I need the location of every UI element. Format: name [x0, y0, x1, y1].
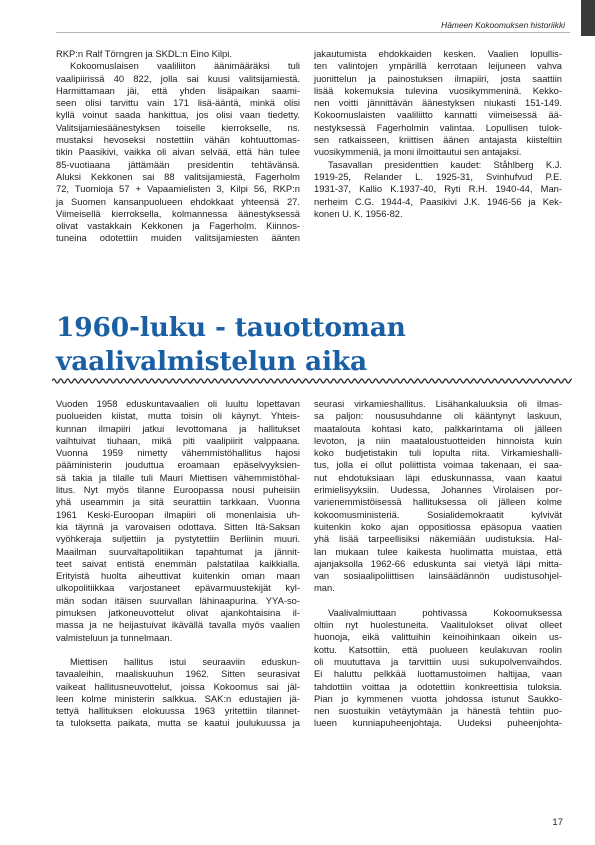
- text-line: Kokoomuslaisten vaaliliitto kannatti viimeisessä ää-: [314, 109, 562, 121]
- text-line: tuneina odotettiin muiden valitsijamiesten äänten: [56, 232, 300, 244]
- text-line: Vuonna 1959 nimetty vähemmistöhallitus hajosi: [56, 447, 300, 459]
- text-line: Viimeisellä kierroksella, kolmannessa äänestyksessä: [56, 207, 300, 219]
- paragraph: [56, 656, 300, 668]
- text-line: konen U. K. 1956-82.: [314, 207, 403, 219]
- text-line: nen voitti jännittävän äänestyksen niukasti 151-149.: [314, 97, 562, 109]
- text-line: Tasavallan presidenttien kaudet: Ståhlberg K.J.: [328, 158, 562, 170]
- text-line: 1919-25, Relander L. 1925-31, Svinhufvud P.E.: [314, 170, 562, 182]
- text-line: tettyä hallituksen elokuussa 1963 yritettiin tilannet-: [56, 705, 300, 717]
- text-line: 1931-37, Kallio K.1937-40, Ryti R.H. 1940-44, Man-: [314, 183, 562, 195]
- text-line: huonoja, eikä valittuihin keinoihinkaan oikein us-: [314, 631, 562, 643]
- paragraph: [56, 73, 300, 245]
- text-line: tikin Paasikivi, vaikka oli aivan selvää, että hän tulee: [56, 146, 300, 158]
- text-line: mustaksi hevoseksi nostettiin vähän kohtuuttomas-: [56, 134, 300, 146]
- paragraph: [56, 668, 300, 729]
- text-line: erimielisyyksiin. Uudessa, Johannes Virolaisen por-: [314, 484, 562, 496]
- text-line: ajanjaksolla 1962-66 eduskunta sai vietyä läpi mitta-: [314, 557, 562, 569]
- text-line: koko budjetistakin tuli lopulta riita. Virkamieshalli-: [314, 447, 562, 459]
- paragraph: [314, 607, 562, 619]
- text-line: sen ratkaisseen, kriittisen äänen antajasta kiisteltiin: [314, 134, 562, 146]
- text-line: kokoomusministeriä. Sosialidemokraatit kylvivät: [314, 508, 562, 520]
- text-line: ten valintojen ympärillä kerrotaan leijuneen vahva: [314, 60, 562, 72]
- text-line: leen kolme ministerin salkkua. SAK:n edustajien jä-: [56, 692, 300, 704]
- page-corner-tab: [581, 0, 595, 36]
- text-line: lan mukaan tulee kaikesta huolimatta muistaa, että: [314, 545, 562, 557]
- text-line: sä takia ja tilalle tuli Mauri Miettisen vähemmistöhal-: [56, 471, 300, 483]
- paragraph: [314, 619, 562, 730]
- text-line: pääministerin jouduttua eroamaan epäselvyyksien-: [56, 459, 300, 471]
- text-line: nen suostuikin vetäytymään ja hänestä tehtiin puo-: [314, 705, 562, 717]
- text-line: Vaalivalmiuttaan pohtivassa Kokoomuksessa: [328, 606, 562, 618]
- text-line: jakautumista ehdokkaiden kesken. Vaalien lopullis-: [314, 48, 562, 59]
- text-line: Maailman suurvaltapolitiikan tapahtumat ja jännit-: [56, 545, 300, 557]
- text-line: oltiin nyt huolestuneita. Vaalitulokset olivat olleet: [314, 619, 562, 631]
- text-line: puolueiden kiistat, mutta toisin oli käynyt. Yhteis-: [56, 410, 300, 422]
- text-line: massa ja ne heijastuivat ikävällä tavalla myös vaalien: [56, 619, 300, 631]
- text-line: seurasi virkamieshallitus. Lisähankaluuksia oli ilmas-: [314, 398, 562, 409]
- column-bottom-right: [314, 398, 562, 730]
- text-line: kunnan ilmapiiri jatkui levottomana ja hallitukset: [56, 422, 300, 434]
- text-line: juonittelun ja painostuksen ilmapiiri, josta saattiin: [314, 72, 562, 84]
- text-line: sa paljon: noususuhdanne oli kääntynyt laskuun,: [314, 410, 562, 422]
- paragraph: [314, 48, 562, 159]
- text-line: Kokoomuslaisen vaaliliiton äänimääräksi tuli: [70, 60, 300, 72]
- section-heading-line: 1960-luku - tauottoman: [56, 312, 406, 343]
- text-line: vuosikymmeniä, ja moni ilmoittautui sen antajaksi.: [314, 146, 522, 158]
- text-line: yhä useammin ja sitä seurattiin tarkkaan. Vuonna: [56, 496, 300, 508]
- text-line: RKP:n Ralf Törngren ja SKDL:n Eino Kilpi.: [56, 48, 232, 59]
- text-line: olivat vastakkain Kekkonen ja Fagerholm. Kiinnos-: [56, 220, 300, 232]
- text-line: nestyksessä Fagerholmin valintaa. Lopullisen tulok-: [314, 121, 562, 133]
- text-line: teet saivat entistä enemmän palstatilaa kaikkialla.: [56, 557, 300, 569]
- text-line: Miettisen hallitus istui seuraaviin eduskun-: [70, 655, 300, 667]
- paragraph: [314, 171, 562, 220]
- text-line: tavaaleihin, maaliskuuhun 1962. Sitten seurasivat: [56, 668, 300, 680]
- text-line: man.: [314, 582, 335, 594]
- text-line: vaihtuivat tiuhaan, mikä piti vaalipiirit valppaana.: [56, 434, 300, 446]
- text-line: levoton, ja niin maataloustuotteiden hinnoista kuin: [314, 434, 562, 446]
- text-line: Valitsijamiesäänestyksen toiselle kierrokselle, ns.: [56, 121, 300, 133]
- paragraph: [56, 60, 300, 72]
- text-line: nerheim C.G. 1944-4, Paasikivi J.K. 1946-56 ja Kek-: [314, 195, 562, 207]
- text-line: Aluksi Kekkonen sai 88 valitsijamiestä, Fagerholm: [56, 170, 300, 182]
- text-line: vaalipiirissä 40 822, jolla sai kuusi valitsijamiestä.: [56, 72, 300, 84]
- column-top-left: [56, 48, 300, 245]
- text-line: kyllä voinut saada hankittua, jos olisi vaan tiedetty.: [56, 109, 300, 121]
- text-line: Erityistä huolta aiheuttivat kuitenkin oman maan: [56, 570, 300, 582]
- text-line: pimuksen jatkoneuvottelut olivat ajankohtaisina il-: [56, 607, 300, 619]
- section-heading: [56, 311, 576, 379]
- paragraph: [314, 398, 562, 595]
- text-line: 85-vuotiaana jättämään presidentin tehtävänsä.: [56, 158, 300, 170]
- text-line: Vuoden 1958 eduskuntavaalien oli luultu lopettavan: [56, 398, 300, 409]
- text-line: Pian jo kymmenen vuotta johdossa istunut Saukko-: [314, 692, 562, 704]
- text-line: tus, jolla ei ollut poliittista voimaa takenaan, ei saa-: [314, 459, 562, 471]
- text-line: ulkopolitiikkaa varjostaneet epävarmuustekijät kyl-: [56, 582, 300, 594]
- text-line: tahdottiin voittaa ja odotettiin konkreettisia tuloksia.: [314, 680, 562, 692]
- text-line: valmisteluun ja tunnelmaan.: [56, 631, 173, 643]
- text-line: ta tuloksetta paikata, mutta se kaatui joulukuussa ja: [56, 717, 300, 729]
- text-line: lueen kunniapuheenjohtaja. Uudeksi puheenjohta-: [314, 717, 562, 729]
- text-line: van sosiaalipoliittisen lainsäädännön uudistusohjel-: [314, 570, 562, 582]
- text-line: 72, Tuomioja 57 + Vapaamielisten 3, Kilpi 56, RKP:n: [56, 183, 300, 195]
- text-line: yhä lisää tarpeellisiksi näkemiään uudistuksia. Hal-: [314, 533, 562, 545]
- text-line: kuitenkin koko ajan oppositiossa epäsopua vaatien: [314, 520, 562, 532]
- text-line: kottu. Katsottiin, että puolueen keulakuvan roolin: [314, 643, 562, 655]
- text-line: vaikeat hallitusneuvottelut, joissa Kokoomus sai jäl-: [56, 680, 300, 692]
- section-heading-line: vaalivalmistelun aika: [56, 346, 368, 377]
- column-bottom-left: [56, 398, 300, 730]
- text-line: seen olisi tarvittu vain 171 lisä-ääntä, minkä olisi: [56, 97, 300, 109]
- text-line: litus. Nyt myös tilanne Euroopassa nousi puheisiin: [56, 484, 300, 496]
- text-line: Harmittamaan jäi, että yhden lisäpaikan saami-: [56, 84, 300, 96]
- page-number: 17: [552, 817, 563, 828]
- text-line: oli muututtava ja tarvittiin uusi sukupolvenvaihdos.: [314, 655, 562, 667]
- running-header: Hämeen Kokoomuksen historiikki: [441, 20, 565, 30]
- paragraph: [56, 48, 300, 60]
- text-line: män sodan itäisen suurvallan lähinaapurina. YYA-so-: [56, 594, 300, 606]
- text-line: lisää kokemuksia tulevina vuosikymmeninä. Kekko-: [314, 84, 562, 96]
- paragraph: [314, 159, 562, 171]
- wavy-divider: [52, 376, 572, 386]
- column-top-right: [314, 48, 562, 220]
- text-line: maatalouta kohtasi kato, palkkarintama oli jälleen: [314, 422, 562, 434]
- text-line: nut ehdotuksiaan läpi eduskunnassa, vaan kaatui: [314, 471, 562, 483]
- text-line: ja Suomen kansanpuolueen ehdokkaat yhteensä 27.: [56, 195, 300, 207]
- text-line: 1961 Keski-Euroopan ilmapiiri oli monenlaisia uh-: [56, 508, 300, 520]
- text-line: varienemmistöisessä hallituksessa oli jälleen kolme: [314, 496, 562, 508]
- text-line: kia täynnä ja varovaisen odottava. Sitten Itä-Saksan: [56, 520, 300, 532]
- text-line: Ei haluttu pelkkää luottamustoimen haltijaa, vaan: [314, 668, 562, 680]
- paragraph: [56, 398, 300, 644]
- text-line: vyöhkeraja suljettiin ja pystytettiin Berliinin muuri.: [56, 533, 300, 545]
- header-rule: [56, 32, 570, 33]
